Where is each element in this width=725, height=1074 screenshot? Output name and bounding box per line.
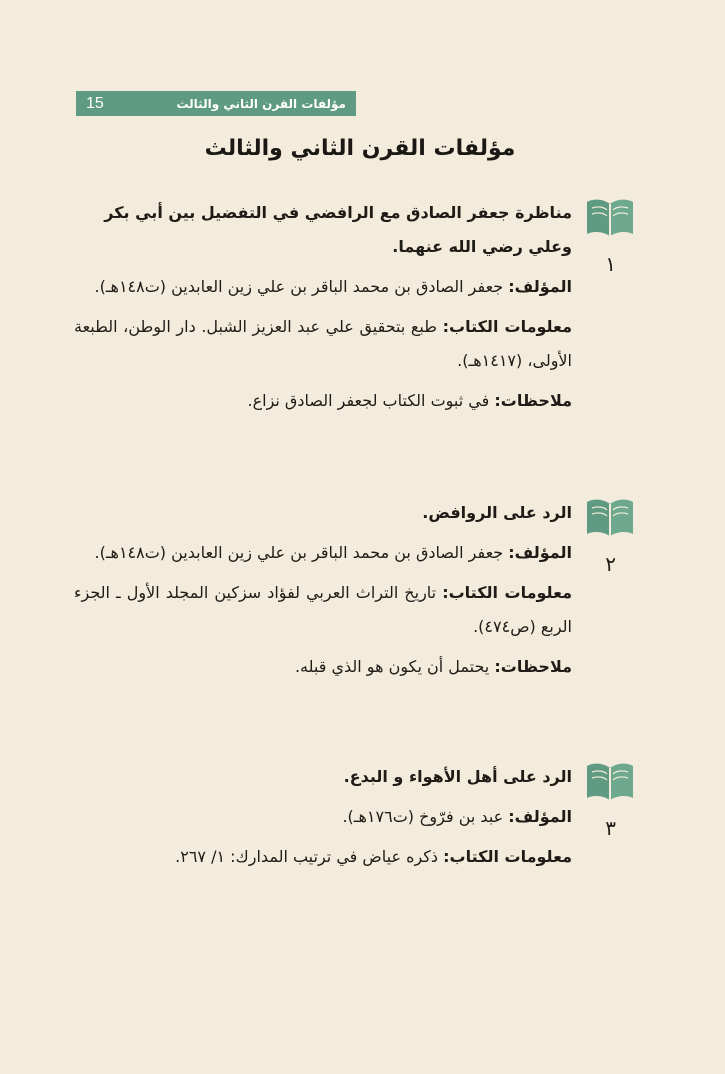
bibliography-entry	[74, 760, 634, 880]
author-value: جعفر الصادق بن محمد الباقر بن علي زين العابدين (ت١٤٨هـ).	[94, 277, 504, 296]
open-book-icon	[584, 760, 636, 804]
book-info-label: معلومات الكتاب:	[443, 847, 572, 866]
entry-title: مناظرة جعفر الصادق مع الرافضي في التفضيل بين أبي بكر وعلي رضي الله عنهما.	[104, 203, 572, 256]
running-header	[76, 91, 356, 116]
book-info-label: معلومات الكتاب:	[442, 317, 572, 336]
book-info-label: معلومات الكتاب:	[442, 583, 573, 602]
notes-field	[74, 650, 572, 684]
bibliography-entry	[74, 496, 634, 690]
notes-field	[74, 384, 572, 418]
entry-number: ٢	[605, 552, 616, 576]
bibliography-entry	[74, 196, 634, 424]
author-label: المؤلف:	[508, 543, 572, 562]
book-info-field	[74, 840, 572, 874]
author-field	[74, 800, 572, 834]
notes-value: في ثبوت الكتاب لجعفر الصادق نزاع.	[247, 391, 490, 410]
entry-number: ١	[605, 252, 616, 276]
book-info-field	[74, 310, 572, 378]
open-book-icon	[584, 196, 636, 240]
chapter-title: مؤلفات القرن الثاني والثالث	[204, 136, 516, 161]
author-label: المؤلف:	[508, 807, 572, 826]
book-info-field	[74, 576, 572, 644]
entry-title: الرد على الروافض.	[422, 503, 572, 522]
notes-label: ملاحظات:	[494, 657, 572, 676]
book-info-value: طبع بتحقيق علي عبد العزيز الشبل. دار الوطن، الطبعة الأولى، (١٤١٧هـ).	[74, 317, 572, 370]
book-info-value: ذكره عياض في ترتيب المدارك: ١/ ٢٦٧.	[175, 847, 439, 866]
entry-title: الرد على أهل الأهواء و البدع.	[343, 767, 572, 786]
author-field	[74, 536, 572, 570]
author-value: جعفر الصادق بن محمد الباقر بن علي زين العابدين (ت١٤٨هـ).	[94, 543, 504, 562]
author-value: عبد بن فرّوخ (ت١٧٦هـ).	[342, 807, 504, 826]
author-label: المؤلف:	[508, 277, 572, 296]
page-number: 15	[86, 94, 104, 112]
notes-value: يحتمل أن يكون هو الذي قبله.	[294, 657, 490, 676]
notes-label: ملاحظات:	[494, 391, 572, 410]
book-info-value: تاريخ التراث العربي لفؤاد سزكين المجلد الأول ـ الجزء الربع (ص٤٧٤).	[74, 583, 572, 636]
running-title: مؤلفات القرن الثاني والثالث	[176, 96, 346, 111]
author-field	[74, 270, 572, 304]
entry-number: ٣	[605, 816, 616, 840]
open-book-icon	[584, 496, 636, 540]
